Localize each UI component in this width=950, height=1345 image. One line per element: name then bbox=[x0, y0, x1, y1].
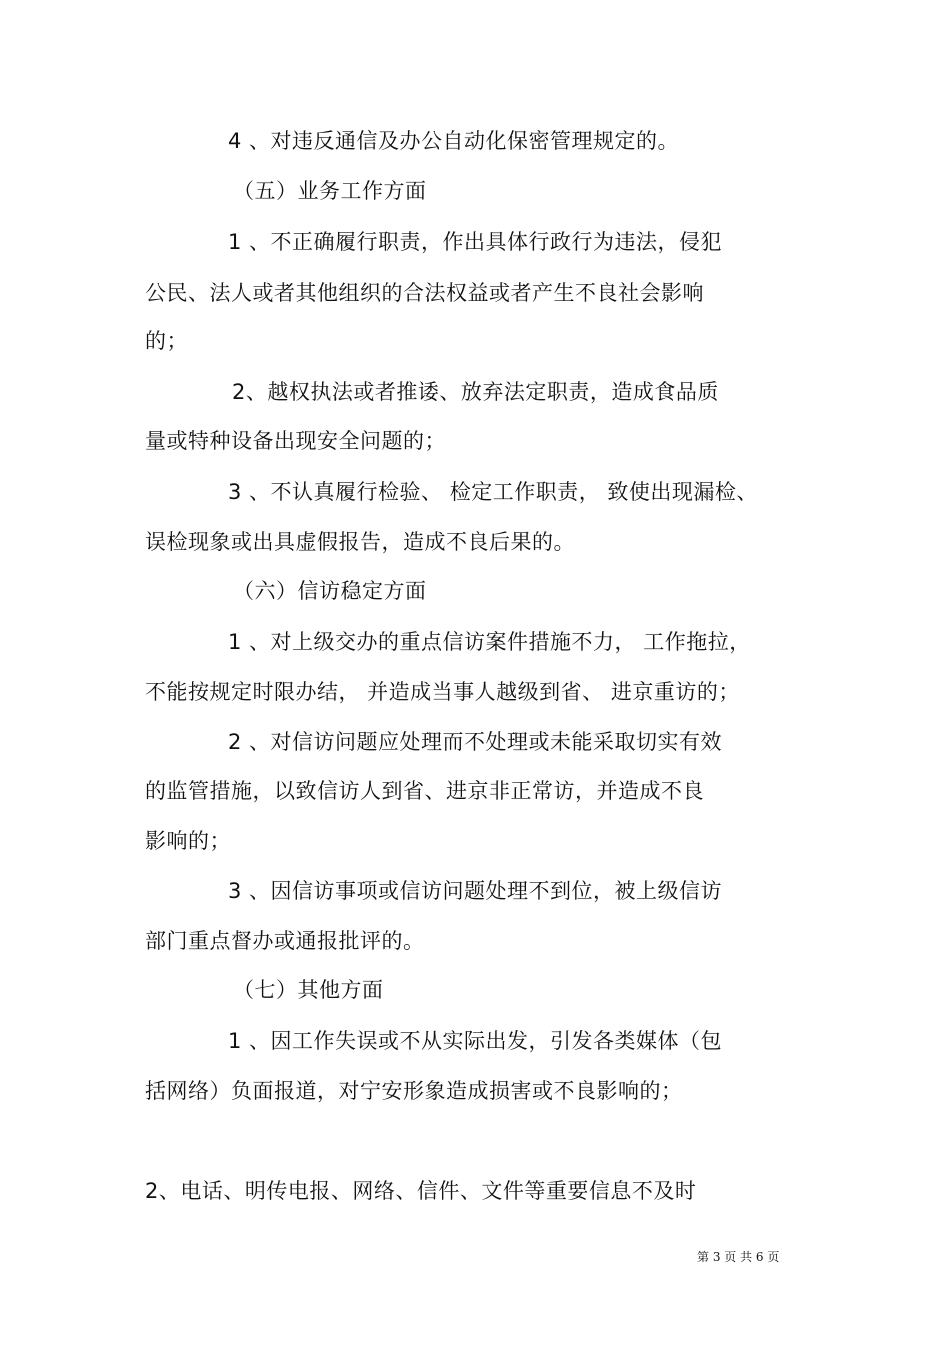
text-line: 2、越权执法或者推诿、放弃法定职责，造成食品质 bbox=[232, 380, 719, 404]
text-line: 1 、因工作失误或不从实际出发，引发各类媒体（包 bbox=[228, 1029, 723, 1053]
text-line: 影响的； bbox=[145, 829, 231, 853]
text-line: 的监管措施，以致信访人到省、进京非正常访，并造成不良 bbox=[145, 779, 704, 803]
page-number-footer: 第 3 页 共 6 页 bbox=[697, 1250, 780, 1264]
text-line: 不能按规定时限办结， 并造成当事人越级到省、 进京重访的； bbox=[145, 680, 740, 704]
text-line: 的； bbox=[145, 329, 188, 353]
text-line: 4 、对违反通信及办公自动化保密管理规定的。 bbox=[228, 129, 680, 153]
section-heading: （六）信访稳定方面 bbox=[233, 579, 427, 603]
text-line: 公民、法人或者其他组织的合法权益或者产生不良社会影响 bbox=[145, 281, 704, 305]
text-line: 括网络）负面报道，对宁安形象造成损害或不良影响的； bbox=[145, 1079, 683, 1103]
text-line: 部门重点督办或通报批评的。 bbox=[145, 929, 425, 953]
text-line: 1 、不正确履行职责，作出具体行政行为违法，侵犯 bbox=[228, 230, 723, 254]
text-line: 量或特种设备出现安全问题的； bbox=[145, 429, 446, 453]
text-line: 3 、不认真履行检验、 检定工作职责， 致使出现漏检、 bbox=[228, 480, 758, 504]
section-heading: （七）其他方面 bbox=[233, 978, 384, 1002]
section-heading: （五）业务工作方面 bbox=[233, 179, 427, 203]
text-line: 2 、对信访问题应处理而不处理或未能采取切实有效 bbox=[228, 730, 723, 754]
text-line: 误检现象或出具虚假报告，造成不良后果的。 bbox=[145, 530, 575, 554]
text-line: 2、电话、明传电报、网络、信件、文件等重要信息不及时 bbox=[145, 1179, 697, 1203]
text-line: 1 、对上级交办的重点信访案件措施不力， 工作拖拉， bbox=[228, 630, 751, 654]
text-line: 3 、因信访事项或信访问题处理不到位，被上级信访 bbox=[228, 879, 723, 903]
